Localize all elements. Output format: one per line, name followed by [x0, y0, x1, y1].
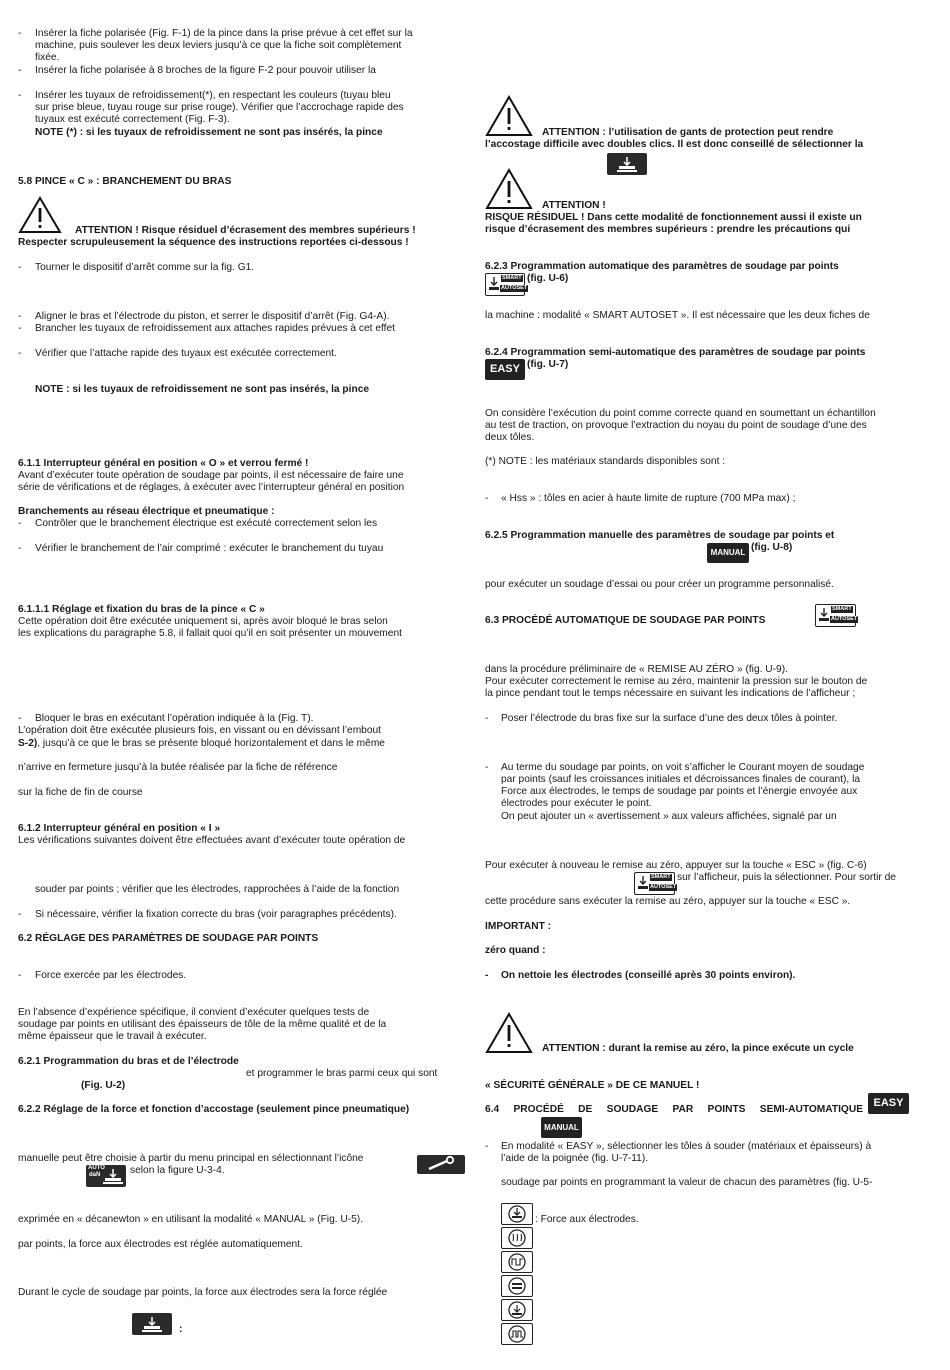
text-line: deux tôles. [485, 432, 535, 443]
approach-icon[interactable] [132, 1313, 172, 1335]
bullet-text [501, 762, 932, 810]
text-line: Au terme du soudage par points, on voit s’afficher le Courant moyen de soudage [501, 762, 865, 773]
section-heading: 6.2 RÉGLAGE DES PARAMÈTRES DE SOUDAGE PAR POINTS [18, 933, 319, 944]
auto-force-icon[interactable] [86, 1165, 126, 1187]
paragraph: pour exécuter un soudage d’essai ou pour créer un programme personnalisé. [485, 579, 834, 590]
paragraph: Cette opération doit être exécutée uniquement si, après avoir bloqué le bras selon [18, 616, 388, 627]
warning-text: l’accostage difficile avec doubles clics. Il est donc conseillé de sélectionner la [485, 139, 864, 150]
text-line: électrodes pour exécuter le point. [501, 798, 652, 809]
paragraph: selon la figure U-3-4. [130, 1165, 225, 1176]
paragraph: les explications du paragraphe 5.8, il fallait quoi qu’il en soit présenter un mouvement [18, 628, 402, 639]
paragraph: et programmer le bras parmi ceux qui sont [246, 1068, 438, 1079]
text-line: machine, puis soulever les deux leviers jusqu’à ce que la fiche soit complètement [35, 40, 402, 51]
paragraph: n’arrive en fermeture jusqu’à la butée réalisée par la fiche de référence [18, 762, 338, 773]
bullet-dash: - [18, 909, 22, 920]
section-heading: 6.4 PROCÉDÉ DE SOUDAGE PAR POINTS SEMI-AUTOMATIQUE [485, 1104, 863, 1115]
bullet-text: Vérifier que l’attache rapide des tuyaux est exécutée correctement. [35, 348, 337, 359]
bullet-dash: - [18, 262, 22, 273]
bullet-text: On nettoie les électrodes (conseillé après 30 points environ). [501, 970, 796, 981]
paragraph: souder par points ; vérifier que les électrodes, rapprochées à l’aide de la fonction [35, 884, 400, 895]
warning-triangle-icon [18, 196, 62, 234]
smart-label: SMART [651, 874, 671, 880]
paragraph: l’aide de la poignée (fig. U-7-11). [501, 1153, 649, 1164]
bullet-dash: - [18, 518, 22, 529]
warning-text: RISQUE RÉSIDUEL ! Dans cette modalité de fonctionnement aussi il existe un [485, 212, 862, 223]
autoset-label: AUTOSET [501, 285, 528, 291]
paragraph: Durant le cycle de soudage par points, la force aux électrodes sera la force réglée [18, 1287, 388, 1298]
bullet-dash: - [485, 1141, 489, 1152]
heat-icon[interactable] [501, 1227, 533, 1249]
smart-autoset-icon[interactable] [634, 872, 675, 895]
figure-ref: (fig. U-8) [751, 542, 793, 553]
text-line: au test de traction, on provoque l’extraction du noyau du point de soudage d’une des [485, 420, 867, 431]
paragraph: la machine : modalité « SMART AUTOSET ». Il est nécessaire que les deux fiches de [485, 310, 870, 321]
section-heading: 6.2.5 Programmation manuelle des paramètres de soudage par points et [485, 530, 835, 541]
paragraph: sur la fiche de fin de course [18, 787, 143, 798]
bullet-text: Contrôler que le branchement électrique est exécuté correctement selon les [35, 518, 378, 529]
bullet-text: Vérifier le branchement de l’air comprimé : exécuter le branchement du tuyau [35, 543, 384, 554]
autoset-label: AUTOSET [831, 616, 858, 622]
paragraph: dans la procédure préliminaire de « REMISE AU ZÉRO » (fig. U-9). [485, 664, 788, 675]
text-line: Insérer la fiche polarisée (Fig. F-1) de la pince dans la prise prévue à cet effet sur la [35, 28, 413, 39]
warning-text: ATTENTION ! [542, 200, 606, 211]
bullet-text: En modalité « EASY », sélectionner les tôles à souder (matériaux et épaisseurs) à [501, 1141, 872, 1152]
text-line: Insérer les tuyaux de refroidissement(*), en respectant les couleurs (tuyau bleu [35, 90, 391, 101]
smart-autoset-icon[interactable] [485, 273, 528, 296]
warning-triangle-icon [485, 168, 533, 210]
text-line: tuyaux est exécuté correctement (Fig. F-3). [35, 114, 230, 125]
current-icon[interactable] [501, 1251, 533, 1273]
bullet-dash: - [18, 311, 22, 322]
paragraph: Pour exécuter correctement le remise au zéro, maintenir la pression sur le bouton de [485, 676, 868, 687]
bullet-dash: - [18, 543, 22, 554]
text-line: sur prise bleue, tuyau rouge sur prise rouge). Vérifier que l’accrochage rapide des [35, 102, 404, 113]
paragraph: Pour exécuter à nouveau le remise au zéro, appuyer sur la touche « ESC » (fig. C-6) [485, 860, 867, 871]
bullet-dash: - [18, 28, 22, 39]
section-heading: 6.1.2 Interrupteur général en position « I » [18, 823, 221, 834]
easy-icon[interactable]: EASY [868, 1093, 909, 1114]
section-heading: 6.3 PROCÉDÉ AUTOMATIQUE DE SOUDAGE PAR POINTS [485, 615, 766, 626]
section-heading: 6.1.1.1 Réglage et fixation du bras de la pince « C » [18, 604, 265, 615]
text-line: fixée. [35, 52, 60, 63]
bullet-text: Tourner le dispositif d’arrêt comme sur la fig. G1. [35, 262, 255, 273]
bullet-text: Force exercée par les électrodes. [35, 970, 187, 981]
time-icon[interactable] [501, 1299, 533, 1321]
paragraph: manuelle peut être choisie à partir du menu principal en sélectionnant l’icône [18, 1153, 364, 1164]
text-line: par points (sauf les croissances initiales et décroissances finales de courant), la [501, 774, 861, 785]
important-label: IMPORTANT : [485, 921, 552, 932]
paragraph: : Force aux électrodes. [535, 1214, 639, 1225]
manual-icon[interactable]: MANUAL [707, 543, 749, 563]
text-line: soudage par points en utilisant des épaisseurs de tôle de la même qualité et de la [18, 1019, 387, 1030]
bullet-text: « Hss » : tôles en acier à haute limite de rupture (700 MPa max) ; [501, 493, 796, 504]
paragraph [18, 1007, 465, 1043]
bullet-dash: - [485, 762, 489, 773]
smart-autoset-icon[interactable] [815, 604, 856, 627]
section-heading: 6.2.1 Programmation du bras et de l’électrode [18, 1056, 239, 1067]
sheet-thickness-icon[interactable] [501, 1275, 533, 1297]
paragraph [18, 738, 465, 750]
warning-text: ATTENTION : l’utilisation de gants de protection peut rendre [542, 127, 834, 138]
smart-label: SMART [832, 606, 852, 612]
paragraph: série de vérifications et de réglages, à exécuter avec l’interrupteur général en position [18, 482, 405, 493]
paragraph: la pince pendant tout le temps nécessaire en suivant les indications de l’afficheur ; [485, 688, 856, 699]
manual-icon[interactable]: MANUAL [541, 1117, 582, 1138]
paragraph: L’opération doit être exécutée plusieurs fois, en vissant ou en dévissant l’embout [18, 725, 382, 736]
warning-triangle-icon [485, 95, 533, 137]
bullet-text: Poser l’électrode du bras fixe sur la surface d’une des deux tôles à pointer. [501, 713, 838, 724]
section-heading: 6.2.3 Programmation automatique des paramètres de soudage par points [485, 261, 839, 272]
bullet-text: Insérer la fiche polarisée à 8 broches de la figure F-2 pour pouvoir utiliser la [35, 65, 376, 76]
bullet-text: Bloquer le bras en exécutant l’opération indiquée à la (Fig. T). [35, 713, 314, 724]
easy-icon[interactable]: EASY [485, 359, 525, 380]
paragraph: Les vérifications suivantes doivent être effectuées avant d’exécuter toute opération de [18, 835, 406, 846]
warning-text: risque d’écrasement des membres supérieurs : prendre les précautions qui [485, 224, 851, 235]
autoset-label: AUTOSET [650, 884, 677, 890]
paragraph: zéro quand : [485, 945, 546, 956]
paragraph: Avant d’exécuter toute opération de soudage par points, il est nécessaire de faire une [18, 470, 404, 481]
section-heading: Branchements au réseau électrique et pneumatique : [18, 506, 275, 517]
dan-label: daN [89, 1172, 101, 1178]
smart-label: SMART [502, 275, 522, 281]
figure-ref: (Fig. U-2) [81, 1080, 126, 1091]
bullet-dash: - [18, 713, 22, 724]
text-line: On considère l’exécution du point comme correcte quand en soumettant un échantillon [485, 408, 876, 419]
wrench-icon[interactable] [417, 1155, 465, 1174]
section-heading: 6.2.4 Programmation semi-automatique des paramètres de soudage par points [485, 347, 866, 358]
bullet-dash: - [18, 323, 22, 334]
bullet-text [35, 90, 465, 126]
bullet-dash: - [18, 90, 22, 101]
paragraph: sur l’afficheur, puis la sélectionner. Pour sortir de [677, 872, 896, 883]
text-line: , jusqu’à ce que le bras se présente bloqué horizontalement et dans le même [37, 738, 385, 749]
bullet-dash: - [485, 970, 489, 981]
text-line: Force aux électrodes, le temps de soudage par points et l’énergie envoyée aux [501, 786, 858, 797]
approach-icon[interactable] [607, 153, 647, 175]
paragraph: soudage par points en programmant la valeur de chacun des paramètres (fig. U-5- [501, 1177, 873, 1188]
bullet-dash: - [18, 65, 22, 76]
text-line: même épaisseur que le travail à exécuter. [18, 1031, 207, 1042]
warning-text: ATTENTION ! Risque résiduel d’écrasement des membres supérieurs ! [75, 225, 416, 236]
paragraph: exprimée en « décanewton » en utilisant la modalité « MANUAL » (Fig. U-5). [18, 1214, 364, 1225]
auto-label: AUTO [88, 1165, 105, 1171]
warning-triangle-icon [485, 1012, 533, 1054]
section-heading: 5.8 PINCE « C » : BRANCHEMENT DU BRAS [18, 176, 232, 187]
bullet-text: Brancher les tuyaux de refroidissement aux attaches rapides prévues à cet effet [35, 323, 395, 334]
note-text: NOTE (*) : si les tuyaux de refroidissement ne sont pas insérés, la pince [35, 127, 383, 138]
bullet-dash: - [485, 493, 489, 504]
note-text: NOTE : si les tuyaux de refroidissement ne sont pas insérés, la pince [35, 384, 370, 395]
section-heading: 6.1.1 Interrupteur général en position « O » et verrou fermé ! [18, 458, 309, 469]
text-line: En l’absence d’expérience spécifique, il convient d’exécuter quelques tests de [18, 1007, 370, 1018]
colon: : [179, 1324, 183, 1335]
paragraph: « SÉCURITÉ GÉNÉRALE » DE CE MANUEL ! [485, 1080, 700, 1091]
section-heading: 6.2.2 Réglage de la force et fonction d’accostage (seulement pince pneumatique) [18, 1104, 410, 1115]
warning-text: ATTENTION : durant la remise au zéro, la pince exécute un cycle [542, 1043, 854, 1054]
paragraph: par points, la force aux électrodes est réglée automatiquement. [18, 1239, 303, 1250]
figure-ref: (fig. U-7) [527, 359, 569, 370]
paragraph: On peut ajouter un « avertissement » aux valeurs affichées, signalé par un [501, 811, 837, 822]
warning-text: Respecter scrupuleusement la séquence des instructions reportées ci-dessous ! [18, 237, 409, 248]
electrode-force-icon[interactable] [501, 1203, 533, 1225]
pulse-icon[interactable] [501, 1323, 533, 1345]
bullet-dash: - [485, 713, 489, 724]
bold-ref: S-2) [18, 738, 38, 749]
paragraph [485, 408, 932, 444]
bullet-text: Si nécessaire, vérifier la fixation correcte du bras (voir paragraphes précédents). [35, 909, 397, 920]
bullet-dash: - [18, 970, 22, 981]
bullet-dash: - [18, 348, 22, 359]
bullet-text: Aligner le bras et l’électrode du piston, et serrer le dispositif d’arrêt (Fig. G4-A). [35, 311, 390, 322]
bullet-text [35, 28, 465, 64]
paragraph: (*) NOTE : les matériaux standards disponibles sont : [485, 456, 726, 467]
figure-ref: (fig. U-6) [527, 273, 569, 284]
paragraph: cette procédure sans exécuter la remise au zéro, appuyer sur la touche « ESC ». [485, 896, 851, 907]
